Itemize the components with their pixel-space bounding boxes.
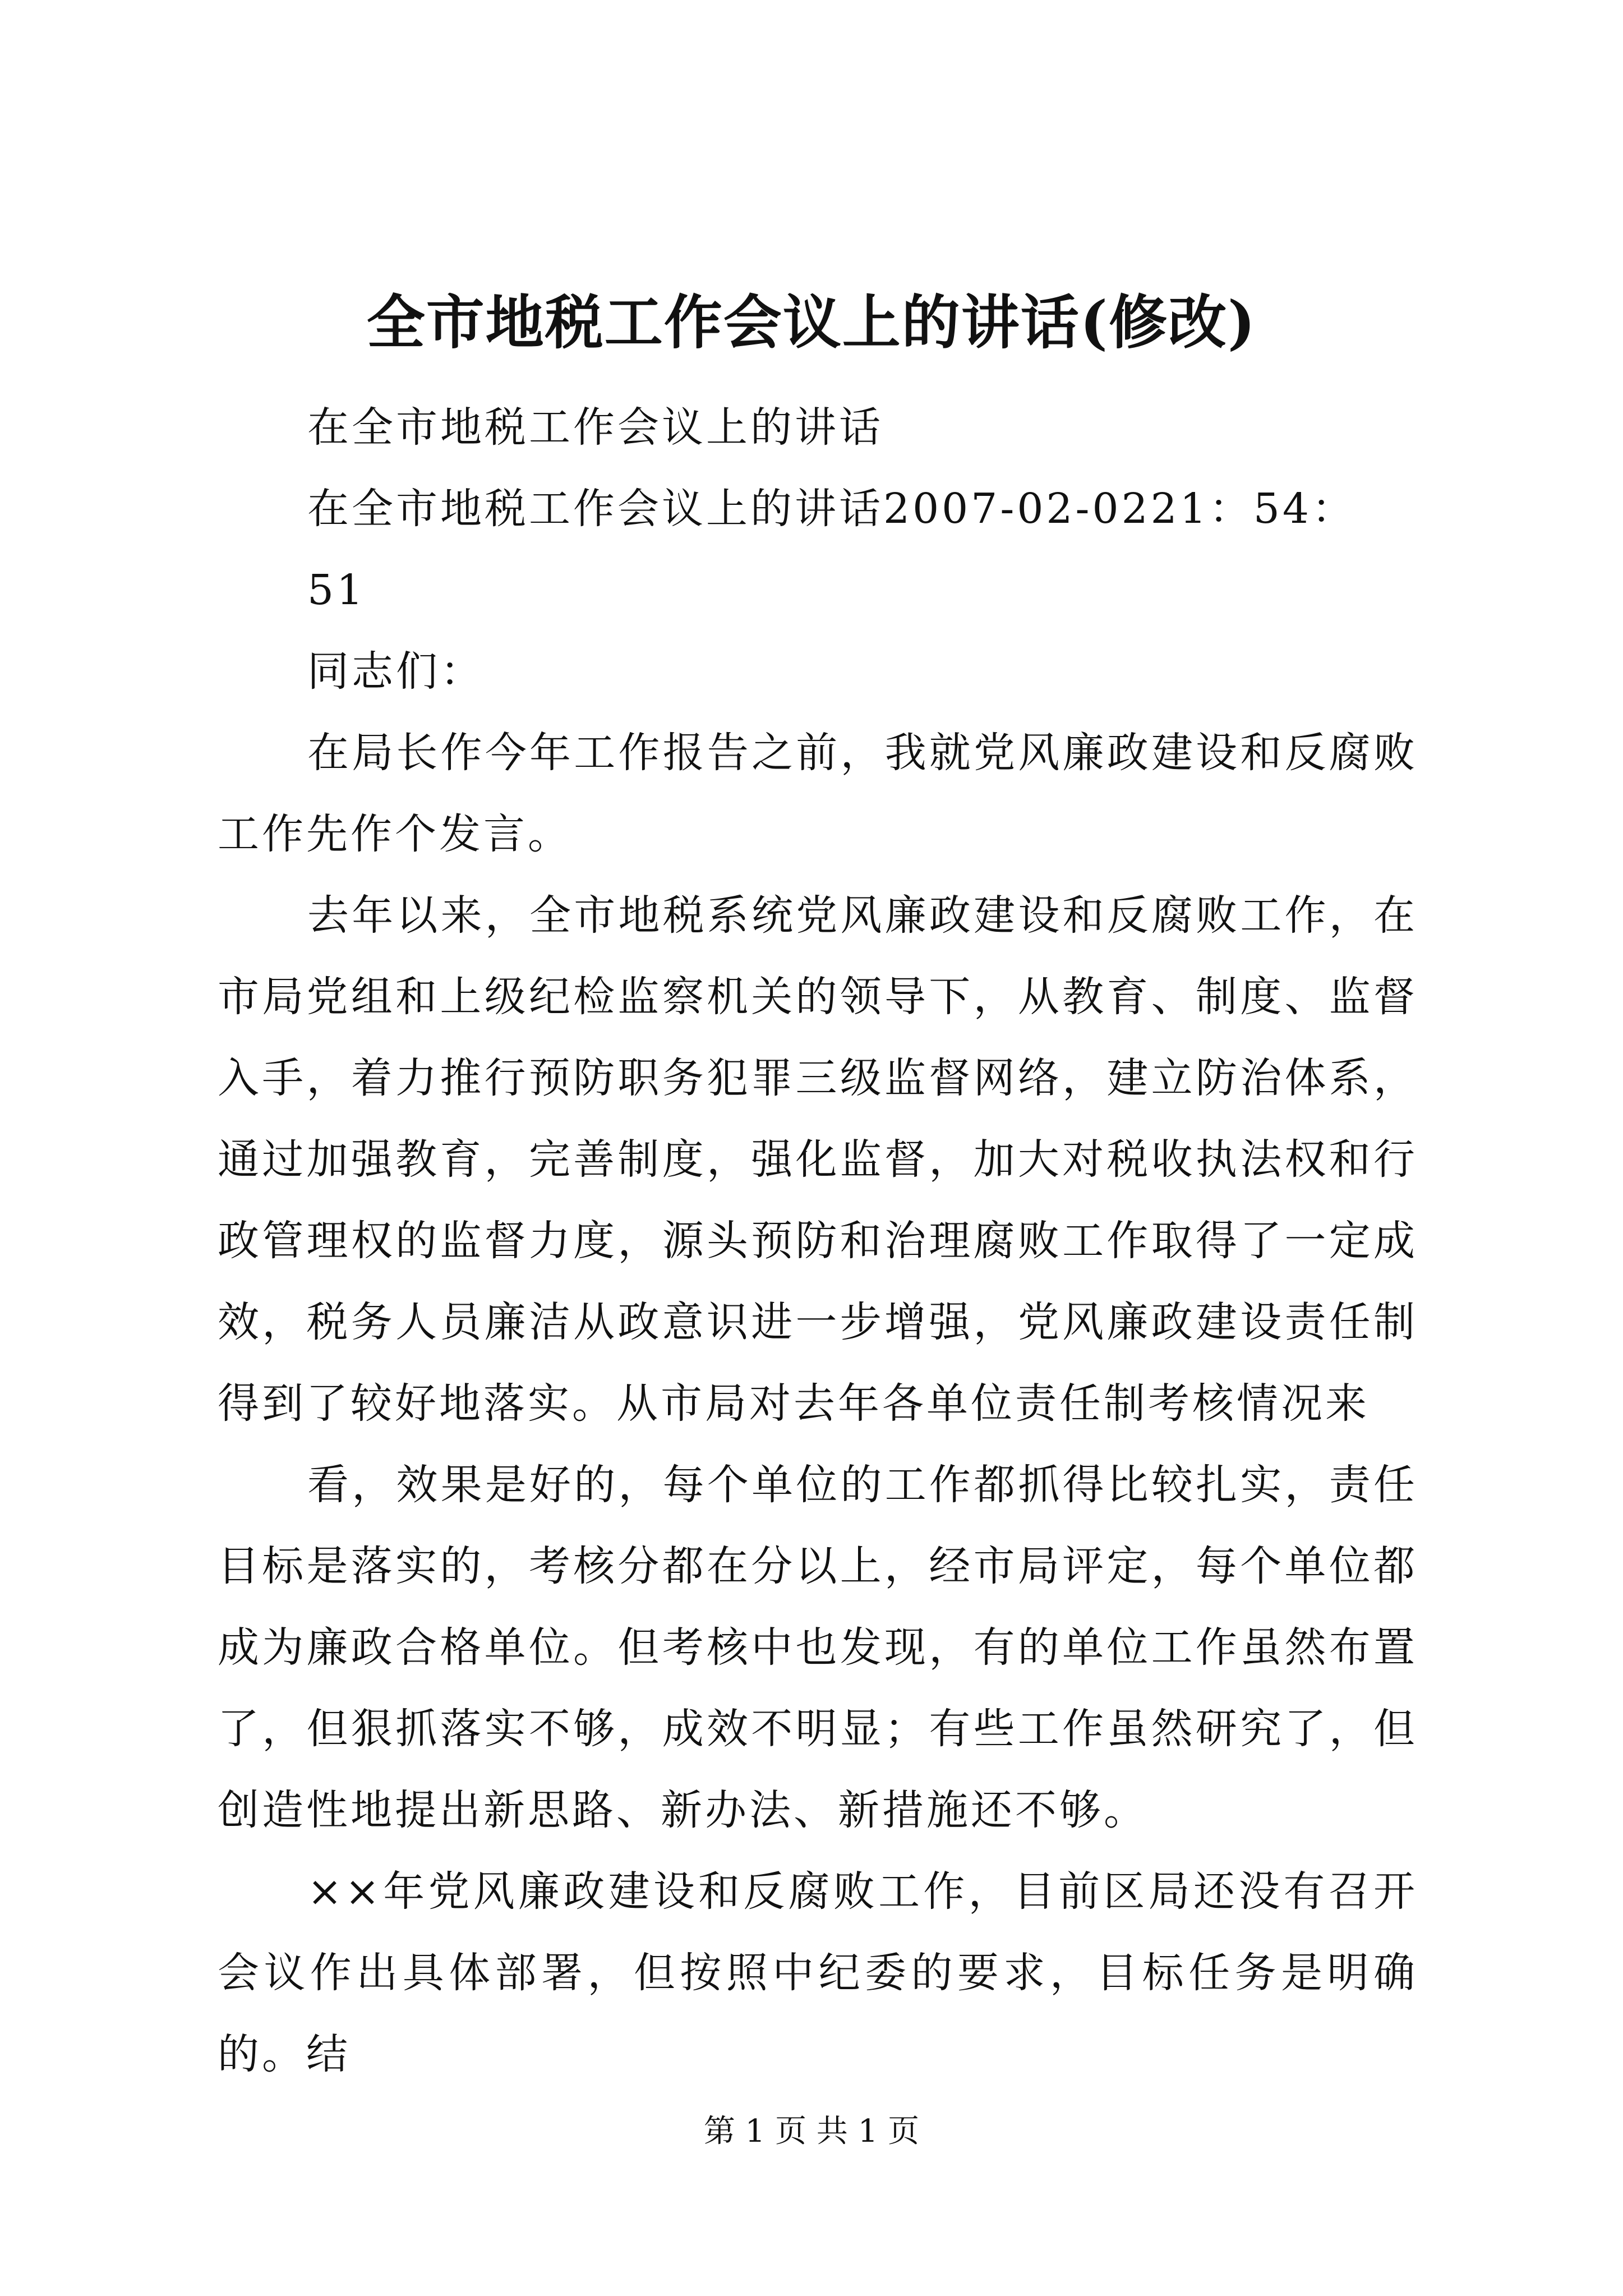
paragraph-intro: 在局长作今年工作报告之前，我就党风廉政建设和反腐败工作先作个发言。 [218,729,1418,858]
paragraph-subtitle: 在全市地税工作会议上的讲话 [307,403,883,452]
paragraph-subtitle-date: 在全市地税工作会议上的讲话2007-02-0221：54： [307,485,1356,533]
paragraph-time-fragment: 51 [307,566,366,614]
paragraph-salutation: 同志们： [307,647,485,696]
paragraph-last-year-review: 去年以来，全市地税系统党风廉政建设和反腐败工作，在市局党组和上级纪检监察机关的领导下，从教育、制度、监督入手，着力推行预防职务犯罪三级监督网络，建立防治体系，通过加强教育，完善制度，强化监督，加大对税收执法权和行政管理权的监督力度，源头预防和治理腐败工作取得了一定成效，税务人员廉洁从政意识进一步增强，党风廉政建设责任制得到了较好地落实。从市局对去年各单位责任制考核情况来 [218,891,1418,1428]
document-title: 全市地税工作会议上的讲话(修改) [366,288,1257,357]
paragraph-assessment: 看，效果是好的，每个单位的工作都抓得比较扎实，责任目标是落实的，考核分都在分以上，经市局评定，每个单位都成为廉政合格单位。但考核中也发现，有的单位工作虽然布置了，但狠抓落实不够，成效不明显；有些工作虽然研究了，但创造性地提出新思路、新办法、新措施还不够。 [218,1461,1418,1834]
paragraph-this-year: ××年党风廉政建设和反腐败工作，目前区局还没有召开会议作出具体部署，但按照中纪委的要求，目标任务是明确的。结 [218,1867,1418,2078]
page-footer: 第 1 页 共 1 页 [703,2113,920,2150]
document-body [218,387,1418,2095]
